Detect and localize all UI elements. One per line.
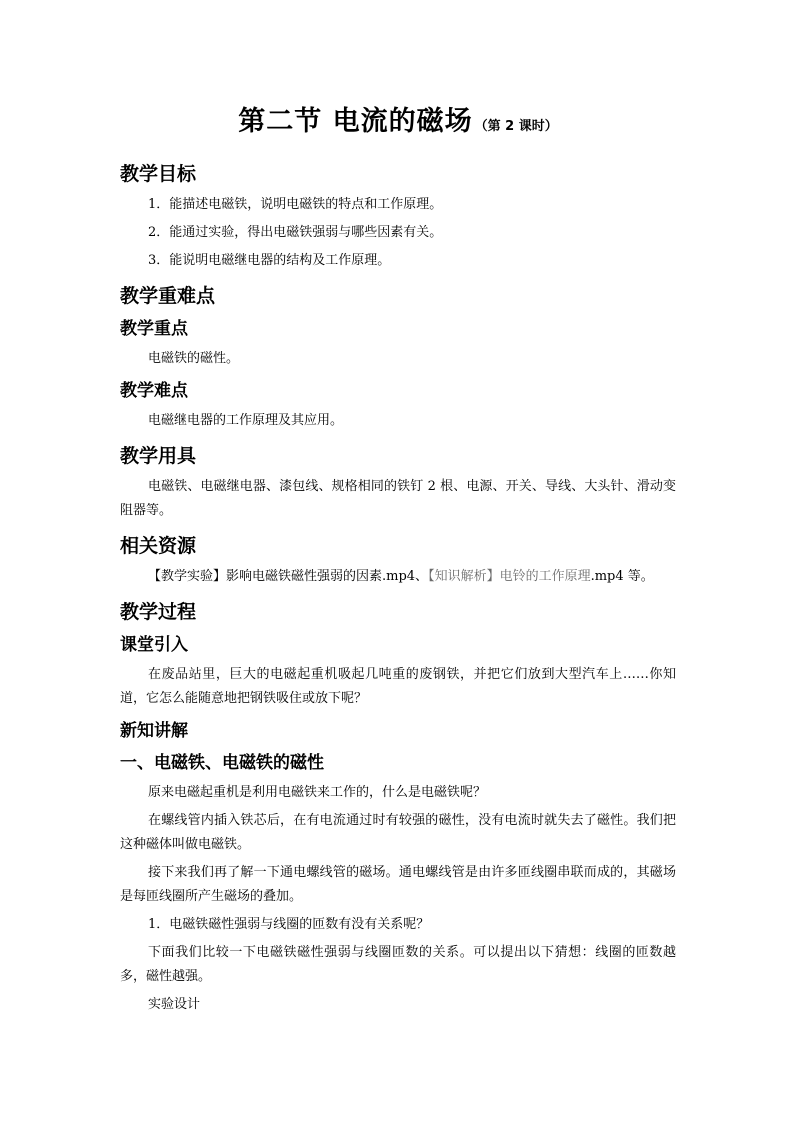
objectives-heading: 教学目标 <box>120 163 197 185</box>
title-main: 第二节 电流的磁场 <box>238 106 473 137</box>
body-paragraph: 接下来我们再了解一下通电螺线管的磁场。通电螺线管是由许多匝线圈串联而成的，其磁场是每匝线圈所产生磁场的叠加。 <box>120 865 676 904</box>
key-points-text: 电磁铁的磁性。 <box>148 351 240 366</box>
new-knowledge-heading: 新知讲解 <box>120 721 188 741</box>
key-difficult-heading: 教学重难点 <box>120 285 216 307</box>
objective-item-1: 1．能描述电磁铁，说明电磁铁的特点和工作原理。 <box>148 197 443 212</box>
intro-text: 在废品站里，巨大的电磁起重机吸起几吨重的废钢铁，并把它们放到大型汽车上……你知道，它怎么能随意地把钢铁吸住或放下呢？ <box>120 667 676 706</box>
resource-knowledge-link[interactable]: 【知识解析】电铃的工作原理 <box>428 569 591 584</box>
body-paragraph: 1．电磁铁磁性强弱与线圈的匝数有没有关系呢？ <box>148 917 430 932</box>
tools-text: 电磁铁、电磁继电器、漆包线、规格相同的铁钉 2 根、电源、开关、导线、大头针、滑动变阻器等。 <box>120 479 676 518</box>
difficult-points-heading: 教学难点 <box>120 381 188 401</box>
body-paragraph: 实验设计 <box>148 997 201 1012</box>
resources-text <box>120 565 676 589</box>
resource-experiment-link[interactable]: 【教学实验】影响电磁铁磁性强弱的因素.mp4、 <box>148 569 429 584</box>
objective-item-2: 2．能通过实验，得出电磁铁强弱与哪些因素有关。 <box>148 225 443 240</box>
title-subtitle: （第 2 课时） <box>474 119 558 134</box>
body-paragraph: 原来电磁起重机是利用电磁铁来工作的，什么是电磁铁呢？ <box>148 785 487 800</box>
resource-suffix: .mp4 等。 <box>590 569 654 584</box>
intro-heading: 课堂引入 <box>120 635 188 655</box>
body-paragraph: 在螺线管内插入铁芯后，在有电流通过时有较强的磁性，没有电流时就失去了磁性。我们把这种磁体叫做电磁铁。 <box>120 813 676 852</box>
document-page <box>120 102 676 1021</box>
page-title <box>120 102 676 147</box>
resources-heading: 相关资源 <box>120 535 197 557</box>
process-heading: 教学过程 <box>120 601 197 623</box>
tools-heading: 教学用具 <box>120 445 197 467</box>
objective-item-3: 3．能说明电磁继电器的结构及工作原理。 <box>148 253 391 268</box>
body-paragraph: 下面我们比较一下电磁铁磁性强弱与线圈匝数的关系。可以提出以下猜想：线圈的匝数越多，磁性越强。 <box>120 945 676 984</box>
section-heading: 一、电磁铁、电磁铁的磁性 <box>120 753 324 773</box>
key-points-heading: 教学重点 <box>120 319 188 339</box>
difficult-points-text: 电磁继电器的工作原理及其应用。 <box>148 413 344 428</box>
